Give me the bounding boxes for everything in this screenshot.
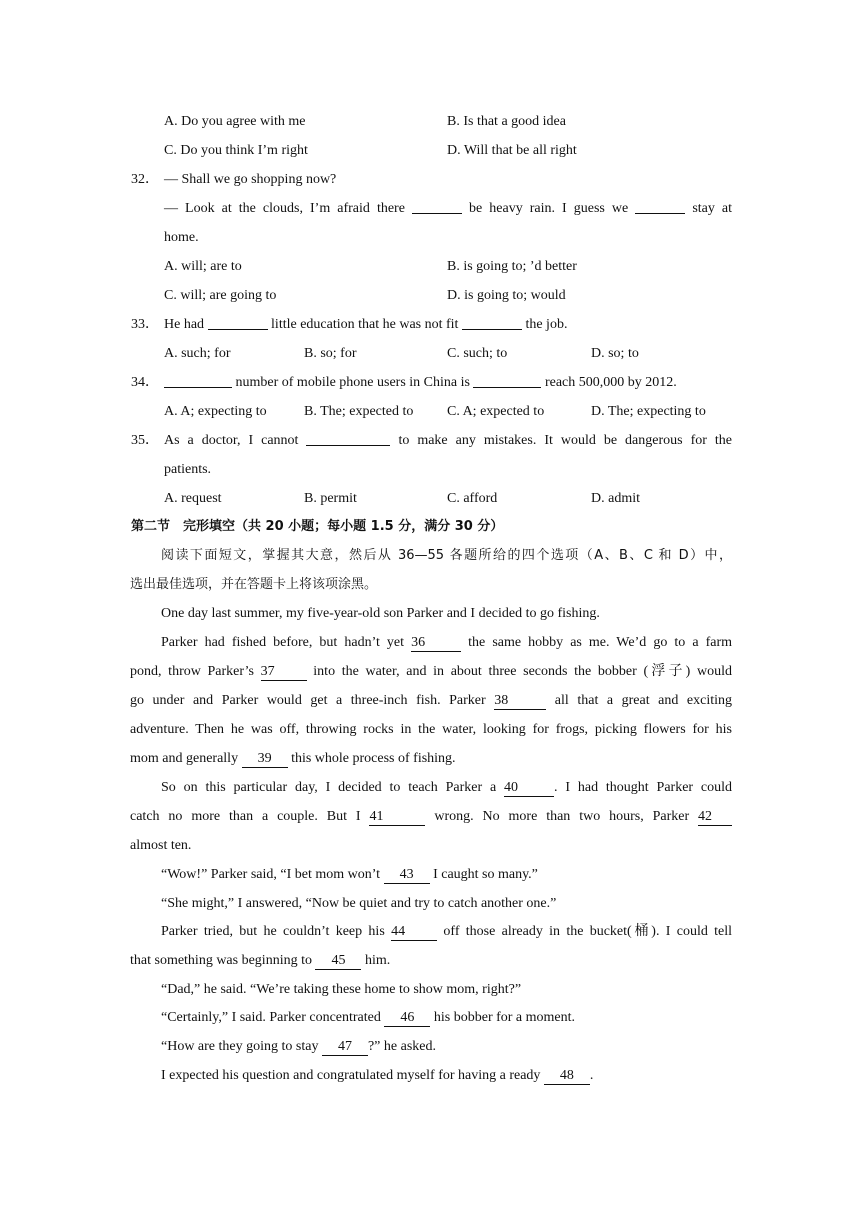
q35-part2: to make any mistakes. It would be dangerous for the <box>398 433 733 448</box>
q31-option-a: A. Do you agree with me <box>164 114 306 129</box>
text-segment: him. <box>364 953 391 968</box>
passage-p2-line3 <box>130 691 732 711</box>
q34-option-b: B. The; expected to <box>304 404 414 419</box>
passage-p4 <box>161 865 538 885</box>
section-instructions-2: 选出最佳选项，并在答题卡上将该项涂黑。 <box>130 577 378 592</box>
text-segment: the same hobby as me. We’d go to a farm <box>468 635 733 650</box>
q32-number: 32． <box>131 172 159 187</box>
q34-blank-2 <box>473 373 541 388</box>
blank-43: 43 <box>384 867 430 884</box>
blank-36: 36 <box>411 635 461 652</box>
blank-39: 39 <box>242 751 288 768</box>
text-segment: his bobber for a moment. <box>433 1010 576 1025</box>
q32-line2-part1: — Look at the clouds, I’m afraid there <box>164 201 405 216</box>
passage-p3-line3: almost ten. <box>130 838 192 853</box>
blank-44: 44 <box>391 924 437 941</box>
text-segment: So on this particular day, I decided to teach Parker a <box>161 780 497 795</box>
text-segment: ?” he asked. <box>367 1039 436 1054</box>
q34-option-d: D. The; expecting to <box>591 404 706 419</box>
passage-p2-line4: adventure. Then he was off, throwing rocks in the water, looking for frogs, picking flowers for his <box>130 722 732 737</box>
q32-blank-2 <box>635 199 685 214</box>
blank-48: 48 <box>544 1068 590 1085</box>
q34-option-a: A. A; expecting to <box>164 404 267 419</box>
text-segment: all that a great and exciting <box>554 693 733 708</box>
q33-option-a: A. such; for <box>164 346 231 361</box>
q35-stem <box>164 431 732 451</box>
text-segment: this whole process of fishing. <box>291 751 456 766</box>
q34-number: 34． <box>131 375 159 390</box>
q35-part1: As a doctor, I cannot <box>164 433 299 448</box>
passage-p2-line2 <box>130 662 732 682</box>
q35-option-b: B. permit <box>304 491 357 506</box>
passage-p6-line1 <box>161 922 732 942</box>
text-segment: catch no more than a couple. But I <box>130 809 361 824</box>
text-segment: . <box>589 1068 594 1083</box>
blank-47: 47 <box>322 1039 368 1056</box>
q35-option-d: D. admit <box>591 491 640 506</box>
blank-45: 45 <box>315 953 361 970</box>
q32-line2 <box>164 199 732 219</box>
text-segment: “Certainly,” I said. Parker concentrated <box>161 1010 381 1025</box>
q34-part1: number of mobile phone users in China is <box>235 375 470 390</box>
passage-p8 <box>161 1008 575 1028</box>
passage-p2-line1 <box>161 633 732 653</box>
q33-blank-1 <box>208 315 268 330</box>
q33-blank-2 <box>462 315 522 330</box>
q34-blank-1 <box>164 373 232 388</box>
passage-p6-line2 <box>130 951 732 971</box>
blank-40: 40 <box>504 780 554 797</box>
blank-42: 42 <box>698 809 732 826</box>
text-segment: pond, throw Parker’s <box>130 664 254 679</box>
q34-stem <box>164 373 677 393</box>
q32-line3: home. <box>164 230 199 245</box>
q31-option-b: B. Is that a good idea <box>447 114 566 129</box>
q31-option-c: C. Do you think I’m right <box>164 143 308 158</box>
passage-p3-line2 <box>130 807 732 827</box>
q34-part2: reach 500,000 by 2012. <box>544 375 677 390</box>
q33-option-d: D. so; to <box>591 346 639 361</box>
q32-blank-1 <box>412 199 462 214</box>
q32-option-a: A. will; are to <box>164 259 242 274</box>
passage-p1: One day last summer, my five-year-old son Parker and I decided to go fishing. <box>161 606 600 621</box>
blank-41: 41 <box>369 809 425 826</box>
q35-option-a: A. request <box>164 491 222 506</box>
q32-option-c: C. will; are going to <box>164 288 277 303</box>
text-segment: into the water, and in about three seconds the bobber (浮子) would <box>313 664 733 679</box>
q33-option-b: B. so; for <box>304 346 357 361</box>
text-segment: wrong. No more than two hours, Parker <box>434 809 690 824</box>
passage-p10 <box>161 1066 593 1086</box>
passage-p2-line5 <box>130 749 732 769</box>
q32-line2-part2: be heavy rain. I guess we <box>469 201 629 216</box>
q32-option-d: D. is going to; would <box>447 288 566 303</box>
text-segment: off those already in the bucket(桶). I could tell <box>443 924 733 939</box>
text-segment: that something was beginning to <box>130 953 312 968</box>
text-segment: go under and Parker would get a three-inch fish. Parker <box>130 693 486 708</box>
blank-46: 46 <box>384 1010 430 1027</box>
q33-part1: He had <box>164 317 205 332</box>
q34-option-c: C. A; expected to <box>447 404 545 419</box>
text-segment: I expected his question and congratulated myself for having a ready <box>161 1068 541 1083</box>
text-segment: mom and generally <box>130 751 239 766</box>
passage-p5: “She might,” I answered, “Now be quiet and try to catch another one.” <box>161 896 557 911</box>
text-segment: Parker had fished before, but hadn’t yet <box>161 635 405 650</box>
q32-option-b: B. is going to; ’d better <box>447 259 577 274</box>
q35-number: 35． <box>131 433 159 448</box>
section-instructions-1: 阅读下面短文，掌握其大意，然后从 36—55 各题所给的四个选项（A、B、C 和 D）中， <box>161 548 732 563</box>
q33-number: 33． <box>131 317 159 332</box>
q32-line1: — Shall we go shopping now? <box>164 172 337 187</box>
text-segment: Parker tried, but he couldn’t keep his <box>161 924 385 939</box>
q32-line2-part3: stay at <box>692 201 733 216</box>
passage-p3-line1 <box>161 778 732 798</box>
text-segment: “How are they going to stay <box>161 1039 319 1054</box>
q31-option-d: D. Will that be all right <box>447 143 577 158</box>
q35-line2: patients. <box>164 462 212 477</box>
text-segment: . I had thought Parker could <box>554 780 733 795</box>
q35-blank <box>306 431 390 446</box>
blank-38: 38 <box>494 693 546 710</box>
q33-stem <box>164 315 567 335</box>
passage-p9 <box>161 1037 436 1057</box>
text-segment: “Wow!” Parker said, “I bet mom won’t <box>161 867 381 882</box>
q33-part3: the job. <box>525 317 568 332</box>
q33-part2: little education that he was not fit <box>271 317 459 332</box>
passage-p7: “Dad,” he said. “We’re taking these home to show mom, right?” <box>161 982 522 997</box>
section-heading: 第二节 完形填空（共 20 小题；每小题 1.5 分，满分 30 分） <box>131 519 504 534</box>
text-segment: I caught so many.” <box>433 867 538 882</box>
blank-37: 37 <box>261 664 307 681</box>
q35-option-c: C. afford <box>447 491 498 506</box>
q33-option-c: C. such; to <box>447 346 508 361</box>
